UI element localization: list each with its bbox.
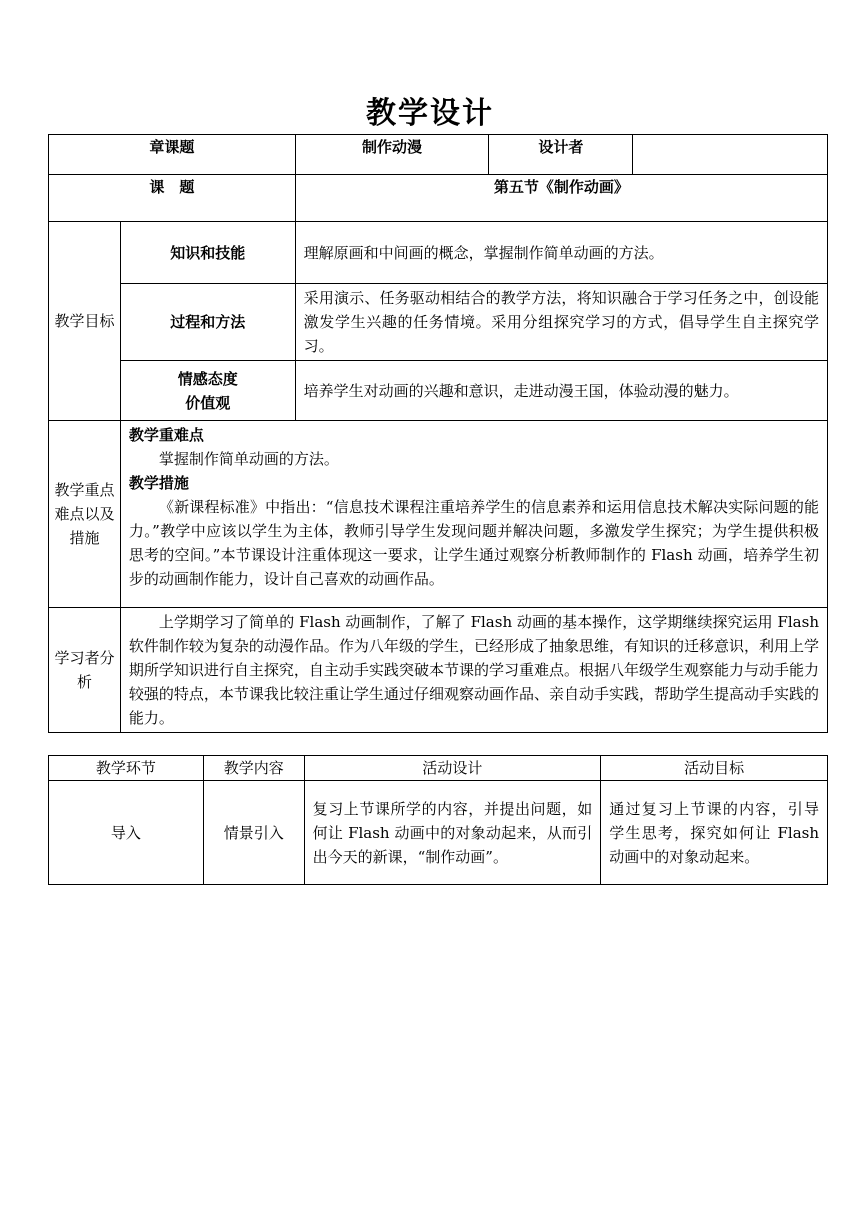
objective-text-knowledge: 理解原画和中间画的概念，掌握制作简单动画的方法。 xyxy=(295,222,827,284)
designer-value xyxy=(633,135,828,175)
activity-table xyxy=(48,755,828,885)
designer-label: 设计者 xyxy=(489,135,633,175)
objective-label-attitude-line2: 价值观 xyxy=(185,393,231,412)
lesson-info-table xyxy=(48,134,828,733)
measures-heading: 教学措施 xyxy=(128,474,189,492)
measures-text: 《新课程标准》中指出：“信息技术课程注重培养学生的信息素养和运用信息技术解决实际问题的能力。”教学中应该以学生为主体，教师引导学生发现问题并解决问题，多激发学生探究；为学生提供积极思考的空间。”本节课设计注重体现这一要求，让学生通过观察分析教师制作的 Flash 动画，培养学生初步的动画制作能力，设计自己喜欢的动画作品。 xyxy=(128,498,819,588)
objective-text-attitude: 培养学生对动画的兴趣和意识，走进动漫王国，体验动漫的魅力。 xyxy=(295,361,827,421)
objective-text-process: 采用演示、任务驱动相结合的教学方法，将知识融合于学习任务之中，创设能激发学生兴趣的任务情境。采用分组探究学习的方式，倡导学生自主探究学习。 xyxy=(295,284,827,361)
objectives-label: 教学目标 xyxy=(49,222,121,421)
objective-label-attitude xyxy=(120,361,295,421)
header-activity: 活动设计 xyxy=(304,756,601,781)
lesson-value: 第五节《制作动画》 xyxy=(295,175,827,222)
keypoints-cell xyxy=(120,421,827,608)
keypoints-label: 教学重点难点以及措施 xyxy=(49,421,121,608)
row-content: 情景引入 xyxy=(203,781,304,885)
page-title: 教学设计 xyxy=(366,96,494,131)
row-goal: 通过复习上节课的内容，引导学生思考，探究如何让 Flash 动画中的对象动起来。 xyxy=(601,781,828,885)
keypoints-heading: 教学重难点 xyxy=(128,426,204,444)
header-stage: 教学环节 xyxy=(49,756,204,781)
objective-label-attitude-line1: 情感态度 xyxy=(177,369,238,388)
header-content: 教学内容 xyxy=(203,756,304,781)
objective-label-process: 过程和方法 xyxy=(120,284,295,361)
objective-label-knowledge: 知识和技能 xyxy=(120,222,295,284)
table-row xyxy=(49,781,828,885)
chapter-value: 制作动漫 xyxy=(295,135,489,175)
keypoints-text: 掌握制作简单动画的方法。 xyxy=(158,450,339,468)
row-activity: 复习上节课所学的内容，并提出问题，如何让 Flash 动画中的对象动起来，从而引出今天的新课，“制作动画”。 xyxy=(304,781,601,885)
learner-text: 上学期学习了简单的 Flash 动画制作，了解了 Flash 动画的基本操作，这学期继续探究运用 Flash 软件制作较为复杂的动漫作品。作为八年级的学生，已经形成了抽象思维，有知识的迁移意识，利用上学期所学知识进行自主探究，自主动手实践突破本节课的学习重难点。根据八年级学生观察能力与动手能力较强的特点，本节课我比较注重让学生通过仔细观察动画作品、亲自动手实践，帮助学生提高动手实践的能力。 xyxy=(120,608,827,733)
chapter-label: 章课题 xyxy=(49,135,296,175)
learner-label: 学习者分析 xyxy=(49,608,121,733)
row-stage: 导入 xyxy=(49,781,204,885)
lesson-label: 课 题 xyxy=(49,175,296,222)
header-goal: 活动目标 xyxy=(601,756,828,781)
